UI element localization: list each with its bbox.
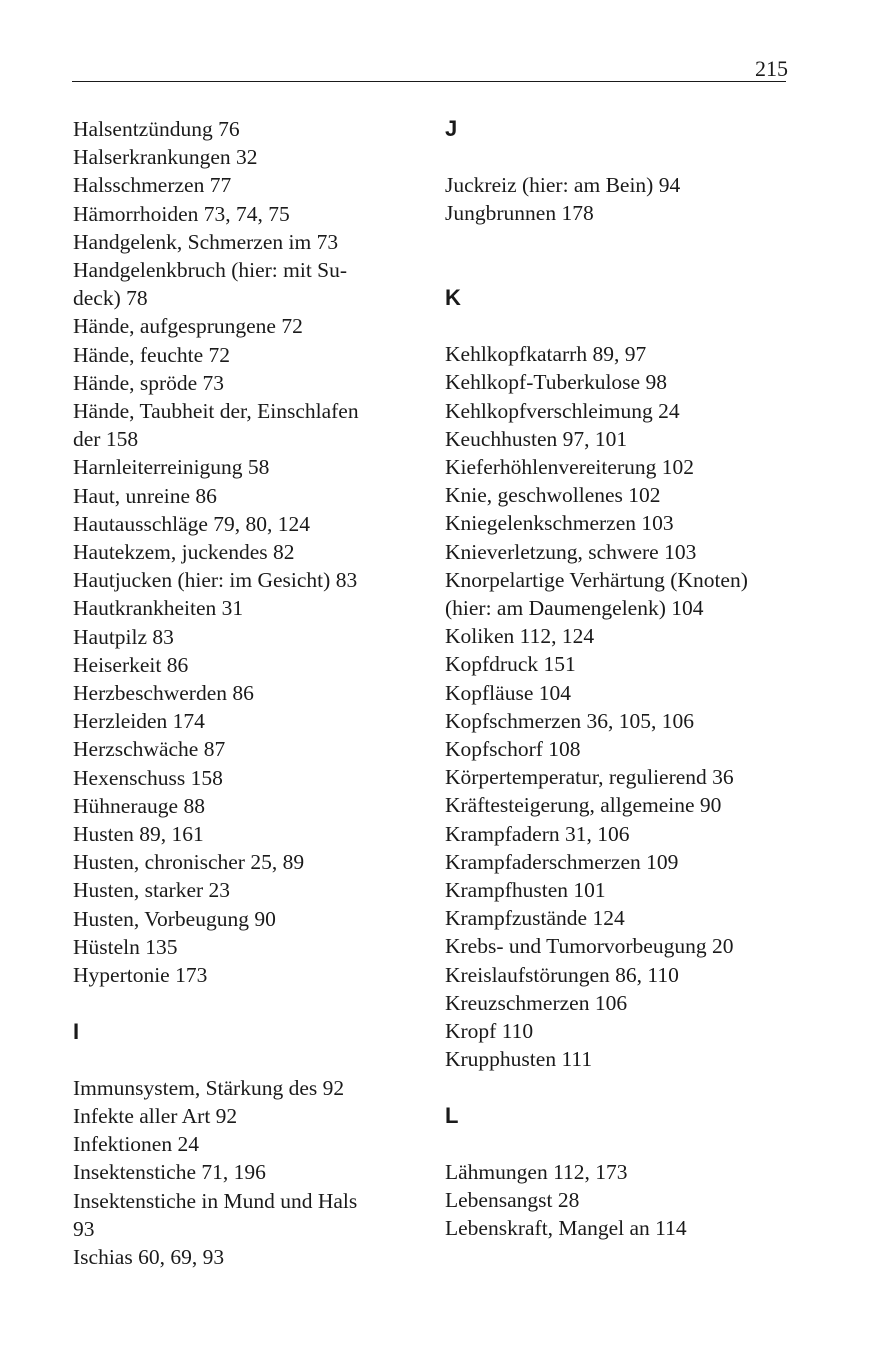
section-letter-heading: L [445,1102,459,1128]
index-entry: Krampfhusten 101 [445,878,606,903]
index-entry: (hier: am Daumengelenk) 104 [445,596,704,621]
index-entry: Hände, feuchte 72 [73,342,230,367]
index-entry: Keuchhusten 97, 101 [445,426,628,451]
index-entry: Knieverletzung, schwere 103 [445,539,697,564]
index-entry: Ischias 60, 69, 93 [73,1244,225,1269]
index-entry: Hüsteln 135 [73,934,178,959]
header-rule [72,81,786,82]
index-entry: Herzbeschwerden 86 [73,681,254,706]
index-entry: Insektenstiche in Mund und Hals [73,1188,358,1213]
index-entry: Hände, spröde 73 [73,370,225,395]
section-letter-heading: J [445,116,458,141]
index-entry: Kopfschorf 108 [445,737,581,762]
index-entry: Infektionen 24 [73,1132,199,1157]
index-entry: Kräftesteigerung, allgemeine 90 [445,793,722,818]
index-entry: Halserkrankungen 32 [73,145,258,170]
blank-line [445,228,790,256]
index-entry: Knie, geschwollenes 102 [445,483,661,508]
index-entry: Kopfdruck 151 [445,652,576,677]
index-entry: Kehlkopfverschleimung 24 [445,398,680,423]
index-entry: Kniegelenkschmerzen 103 [445,511,674,536]
index-entry: Handgelenk, Schmerzen im 73 [73,229,339,254]
index-entry: Hautausschläge 79, 80, 124 [73,511,311,536]
index-entry: Kopfschmerzen 36, 105, 106 [445,708,694,733]
index-entry: Hände, Taubheit der, Einschlafen [73,399,359,424]
index-entry: Körpertemperatur, regulierend 36 [445,765,734,790]
index-entry: Infekte aller Art 92 [73,1103,238,1128]
blank-line [445,256,790,284]
index-entry: Heiserkeit 86 [73,652,189,677]
index-entry: Handgelenkbruch (hier: mit Su- [73,258,348,283]
blank-line [73,989,403,1017]
page-number: 215 [755,56,788,81]
index-entry: Hautkrankheiten 31 [73,596,244,621]
index-entry: Kieferhöhlenvereiterung 102 [445,455,694,480]
index-entry: Kehlkopf-Tuberkulose 98 [445,370,667,395]
index-entry: Husten, Vorbeugung 90 [73,906,276,931]
index-entry: Husten, starker 23 [73,878,231,903]
index-entry: Hühnerauge 88 [73,793,205,818]
index-entry: Haut, unreine 86 [73,483,217,508]
index-entry: Husten 89, 161 [73,822,204,847]
index-entry: Lebenskraft, Mangel an 114 [445,1216,687,1241]
index-entry: Harnleiterreinigung 58 [73,455,270,480]
index-entry: Kropf 110 [445,1019,534,1044]
index-entry: Krampfadern 31, 106 [445,821,630,846]
index-entry: Immunsystem, Stärkung des 92 [73,1075,345,1100]
blank-line [73,1046,403,1074]
index-entry: der 158 [73,427,139,452]
index-column-left [73,115,403,1271]
index-entry: Hautjucken (hier: im Gesicht) 83 [73,568,358,593]
blank-line [445,312,790,340]
index-entry: Herzleiden 174 [73,709,205,734]
blank-line [445,1074,790,1102]
index-entry: Herzschwäche 87 [73,737,226,762]
index-entry: Lähmungen 112, 173 [445,1159,628,1184]
index-entry: Krampfaderschmerzen 109 [445,849,679,874]
index-entry: Husten, chronischer 25, 89 [73,850,305,875]
blank-line [445,143,790,171]
index-entry: Lebensangst 28 [445,1188,580,1213]
index-entry: Krupphusten 111 [445,1047,593,1072]
index-entry: Knorpelartige Verhärtung (Knoten) [445,567,748,592]
section-letter-heading: K [445,285,461,311]
index-entry: Kreuzschmerzen 106 [445,990,628,1015]
index-entry: Jungbrunnen 178 [445,201,594,226]
index-entry: 93 [73,1216,95,1241]
index-entry: Kehlkopfkatarrh 89, 97 [445,342,647,367]
index-entry: Insektenstiche 71, 196 [73,1160,266,1185]
index-column-right [445,115,790,1243]
index-entry: Hände, aufgesprungene 72 [73,314,303,339]
index-entry: Juckreiz (hier: am Bein) 94 [445,173,681,198]
index-entry: Hämorrhoiden 73, 74, 75 [73,201,290,226]
index-entry: Hautekzem, juckendes 82 [73,540,295,565]
index-entry: Halsentzündung 76 [73,117,240,141]
blank-line [445,1130,790,1158]
index-entry: Kreislaufstörungen 86, 110 [445,962,679,987]
index-entry: Koliken 112, 124 [445,624,595,649]
index-entry: deck) 78 [73,286,148,311]
section-letter-heading: I [73,1018,80,1044]
index-entry: Krampfzustände 124 [445,906,625,931]
index-entry: Kopfläuse 104 [445,680,571,705]
index-entry: Halsschmerzen 77 [73,173,232,198]
index-entry: Hexenschuss 158 [73,765,223,790]
index-entry: Hautpilz 83 [73,624,174,649]
index-entry: Hypertonie 173 [73,963,208,988]
index-entry: Krebs- und Tumorvorbeugung 20 [445,934,734,959]
